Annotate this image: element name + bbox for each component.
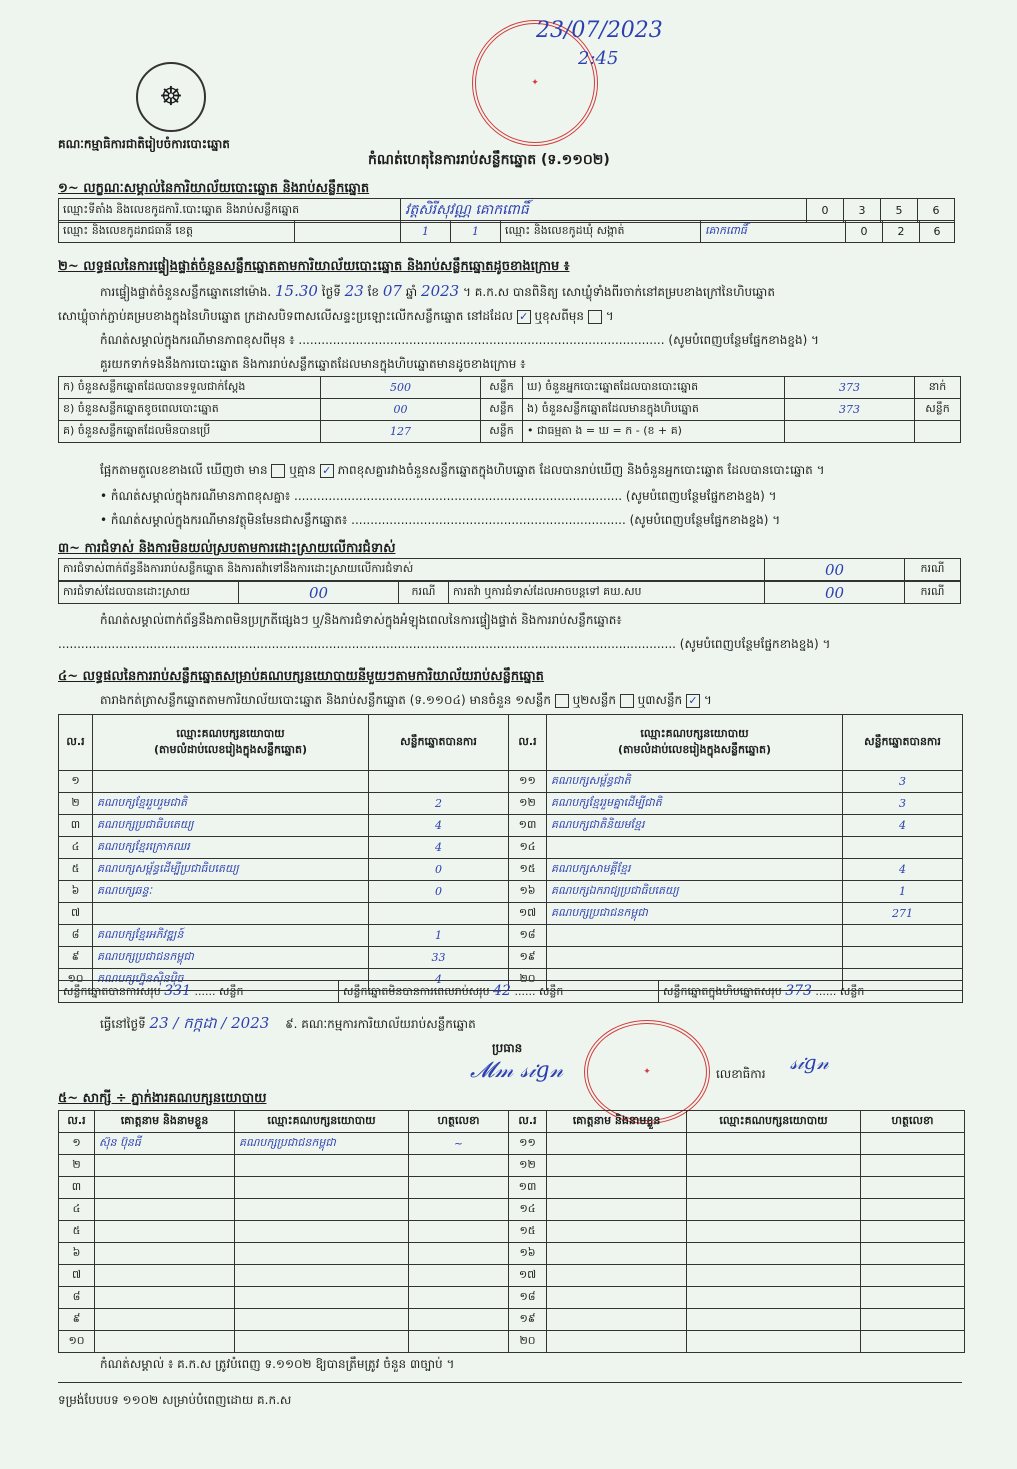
witness-party	[687, 1221, 861, 1243]
row-no: ១	[59, 771, 93, 793]
witness-name	[95, 1331, 235, 1353]
col-no-left: ល.រ	[59, 715, 93, 771]
table-row	[59, 793, 963, 815]
total-box-cell: សន្លឹកឆ្នោតក្នុងហិបឆ្នោតសរុប 373 ...... សន្លឹក	[659, 981, 963, 1003]
party-votes: 1	[843, 881, 963, 903]
party-votes: 0	[369, 881, 509, 903]
row-no: ១៩	[509, 947, 547, 969]
witness-col-sign-left: ហត្ថលេខា	[409, 1111, 509, 1133]
witness-name	[547, 1243, 687, 1265]
witness-party	[235, 1287, 409, 1309]
witness-name	[95, 1155, 235, 1177]
result-none-checkbox[interactable]: ✓	[320, 464, 334, 478]
year-label: ឆ្នាំ	[405, 285, 418, 299]
chair-label: ប្រធាន	[492, 1041, 523, 1055]
location-code-2: 3	[844, 199, 881, 223]
count-row	[59, 399, 961, 421]
count-right-value: 373	[785, 377, 915, 399]
section5-title: ៥~ សាក្សី ÷ ភ្នាក់ងារគណបក្សនយោបាយ	[58, 1091, 267, 1106]
witness-party	[687, 1309, 861, 1331]
table-row	[59, 1331, 965, 1353]
row-no: ៧	[59, 903, 93, 925]
count-right-label: • ជាធម្មតា ង = ឃ = ក - (ខ + គ)	[523, 421, 785, 443]
note-line: កំណត់សម្គាល់ក្នុងករណីមានភាពខុសពីមុន ៖ ................................................................................................ (សូមបំពេញបន្ថែមផ្នែកខាងខ្នង) ។	[100, 333, 819, 347]
row-no: ៣	[59, 815, 93, 837]
stamp-time: 2:45	[578, 48, 619, 69]
result-text: ផ្អែកតាមតួលេខខាងលើ ឃើញថា មាន	[100, 463, 268, 477]
secretary-label: លេខាធិការ	[716, 1067, 766, 1081]
witness-party	[687, 1265, 861, 1287]
objection-table-row2	[58, 581, 961, 604]
seal-line: សោឃ្លុំចាក់ភ្ជាប់គម្របខាងក្នុងនៃហិបឆ្នោត ក្រដាសបិទពាសលើសន្ទះប្រឡោះលើកសន្លឹកឆ្នោត នៅដដែល ✓ ឬខុសពីមុន ។	[58, 309, 614, 323]
witness-name	[547, 1199, 687, 1221]
witness-sign	[861, 1243, 965, 1265]
footer-divider	[58, 1382, 962, 1383]
witness-name	[547, 1133, 687, 1155]
table-row	[59, 815, 963, 837]
section4-title: ៤~ លទ្ធផលនៃការរាប់សន្លឹកឆ្នោតសម្រាប់គណបក្សនយោបាយនីមួយៗតាមការិយាល័យរាប់សន្លឹកឆ្នោត	[58, 669, 544, 684]
col-party-right: ឈ្មោះគណបក្សនយោបាយ (តាមលំដាប់លេខរៀងក្នុងសន្លឹកឆ្នោត)	[547, 715, 843, 771]
opt3-label: ឬ៣សន្លឹក	[637, 693, 683, 707]
date-line	[100, 1014, 476, 1036]
witness-col-party-left: ឈ្មោះគណបក្សនយោបាយ	[235, 1111, 409, 1133]
section4-subtitle-line: តារាងកត់ត្រាសន្លឹកឆ្នោតតាមការិយាល័យបោះឆ្នោត និងរាប់សន្លឹកឆ្នោត (ទ.១១០៤) មានចំនួន ១សន្លឹក ឬ២សន្លឹក ឬ៣សន្លឹក ✓ ។	[100, 693, 712, 707]
party-votes: 271	[843, 903, 963, 925]
witness-name	[95, 1177, 235, 1199]
location-code-4: 6	[918, 199, 955, 223]
witness-name	[547, 1177, 687, 1199]
witness-sign	[409, 1177, 509, 1199]
time-value: 15.30	[275, 282, 318, 300]
province-label: ឈ្មោះ និងលេខកូដរាជធានី ខេត្ត	[59, 221, 295, 243]
table-row	[59, 1243, 965, 1265]
witness-name	[95, 1221, 235, 1243]
three-sheet-checkbox[interactable]: ✓	[686, 694, 700, 708]
time-text: ការផ្ទៀងផ្ទាត់ចំនួនសន្លឹកឆ្នោតនៅម៉ោង.	[100, 285, 272, 299]
table-row	[59, 1199, 965, 1221]
count-left-unit: សន្លឹក	[481, 421, 523, 443]
witness-party	[235, 1309, 409, 1331]
row-no: ២	[59, 793, 93, 815]
ballot-count-table	[58, 376, 961, 443]
col-valid-right: សន្លឹកឆ្នោតបានការ	[843, 715, 963, 771]
section3-note-suffix: (សូមបំពេញបន្ថែមផ្នែកខាងខ្នង) ។	[679, 637, 831, 651]
section3-note-line: .................................................................................................................................................................. (សូមបំពេញបន្ថែមផ្នែកខាងខ្នង) ។	[58, 637, 831, 651]
party-name: គណបក្សសាមគ្គីខ្មែរ	[547, 859, 843, 881]
witness-party	[687, 1177, 861, 1199]
witness-sign	[861, 1177, 965, 1199]
count-right-label: ង) ចំនួនសន្លឹកឆ្នោតដែលមានក្នុងហិបឆ្នោត	[523, 399, 785, 421]
row-no: ១០	[59, 1331, 95, 1353]
witness-col-no-left: ល.រ	[59, 1111, 95, 1133]
resolved-label: ការជំទាស់ដែលបានដោះស្រាយ	[59, 582, 239, 604]
row-no: ៩	[59, 947, 93, 969]
seal-alt-label: ឬខុសពីមុន	[534, 309, 585, 323]
witness-sign	[861, 1265, 965, 1287]
witness-party	[687, 1199, 861, 1221]
row-no: ១៧	[509, 903, 547, 925]
row-no: ១៣	[509, 815, 547, 837]
row-no: ៦	[59, 881, 93, 903]
party-votes: 2	[369, 793, 509, 815]
commune-code-3: 6	[920, 221, 955, 243]
witness-sign	[861, 1309, 965, 1331]
witness-name: ស៊ុន ប៊ុនធី	[95, 1133, 235, 1155]
section3-note: កំណត់សម្គាល់ពាក់ព័ន្ធនឹងភាពមិនប្រក្រតីផ្សេងៗ ឬ/និងការជំទាស់ក្នុងអំឡុងពេលនៃការផ្ទៀងផ្ទាត់ និងការរាប់សន្លឹកឆ្នោត៖	[100, 613, 622, 627]
count-left-value: 127	[321, 421, 481, 443]
form-footer: ទម្រង់បែបបទ ១១០២ សម្រាប់បំពេញដោយ គ.ក.ស	[58, 1393, 292, 1407]
witness-sign	[409, 1309, 509, 1331]
witness-party	[687, 1155, 861, 1177]
committee-label: ៩. គណៈកម្មការការិយាល័យរាប់សន្លឹកឆ្នោត	[285, 1017, 476, 1031]
party-results-table	[58, 714, 963, 991]
party-name: គណបក្សខ្មែរក្រោកឈរ	[93, 837, 369, 859]
witness-sign	[861, 1221, 965, 1243]
row-no: ៥	[59, 859, 93, 881]
party-name	[93, 903, 369, 925]
party-votes: 1	[369, 925, 509, 947]
location-value: វត្តសិរីសុវណ្ណ គោកពោធិ៍	[401, 199, 807, 223]
count-right-unit: នាក់	[915, 377, 961, 399]
row-no: ៥	[59, 1221, 95, 1243]
result-none-label: ឬគ្មាន	[289, 463, 316, 477]
resolved-value: 00	[239, 582, 399, 604]
witness-col-sign-right: ហត្ថលេខា	[861, 1111, 965, 1133]
witness-party	[235, 1243, 409, 1265]
party-name: គណបក្សប្រជាធិបតេយ្យ	[93, 815, 369, 837]
appeal-label: ការតវ៉ា ឬការជំទាស់ដែលអាចបន្តទៅ គឃ.សប	[449, 582, 765, 604]
witness-sign	[861, 1199, 965, 1221]
row-no: ១៨	[509, 1287, 547, 1309]
total-invalid-value: 42	[493, 982, 511, 999]
seal-unchanged-checkbox[interactable]: ✓	[517, 310, 531, 324]
party-votes	[369, 903, 509, 925]
bullet1-suffix: (សូមបំពេញបន្ថែមផ្នែកខាងខ្នង) ។	[625, 489, 777, 503]
section2-title: ២~ លទ្ធផលនៃការផ្ទៀងផ្ទាត់ចំនួនសន្លឹកឆ្នោតតាមការិយាល័យបោះឆ្នោត និងរាប់សន្លឹកឆ្នោតដូចខាងក្រោម ៖	[58, 259, 570, 274]
location-label: ឈ្មោះទីតាំង និងលេខកូដការិ.បោះឆ្នោត និងរាប់សន្លឹកឆ្នោត	[59, 199, 401, 223]
row-no: ១១	[509, 1133, 547, 1155]
section1-title: ១~ លក្ខណៈសម្គាល់នៃការិយាល័យបោះឆ្នោត និងរាប់សន្លឹកឆ្នោត	[58, 181, 370, 196]
date-label: ធ្វើនៅថ្ងៃទី	[100, 1017, 146, 1031]
section2-intro: គួរយកទាក់ទងនឹងការបោះឆ្នោត និងការរាប់សន្លឹកឆ្នោតដែលមានក្នុងហិបឆ្នោតមានដូចខាងក្រោម ៖	[100, 357, 526, 371]
count-row	[59, 377, 961, 399]
total-box-value: 373	[785, 982, 812, 999]
witness-sign	[861, 1155, 965, 1177]
witness-sign	[409, 1243, 509, 1265]
witness-name	[95, 1265, 235, 1287]
witness-party: គណបក្សប្រជាជនកម្ពុជា	[235, 1133, 409, 1155]
witness-col-party-right: ឈ្មោះគណបក្សនយោបាយ	[687, 1111, 861, 1133]
seal-changed-checkbox[interactable]	[588, 310, 602, 324]
witness-party	[235, 1331, 409, 1353]
province-code-1: 1	[401, 221, 451, 243]
row-no: ១៨	[509, 925, 547, 947]
row-no: ៤	[59, 1199, 95, 1221]
count-left-label: ក) ចំនួនសន្លឹកឆ្នោតដែលបានទទួលជាក់ស្តែង	[59, 377, 321, 399]
verification-time-line	[100, 282, 775, 302]
witness-party	[235, 1155, 409, 1177]
committee-stamp: ✦	[584, 1020, 710, 1124]
witness-name	[547, 1155, 687, 1177]
time-rest: ។ គ.ក.ស បានពិនិត្យ សោឃ្លុំទាំងពីរចាក់នៅគម្របខាងក្រៅនៃហិបឆ្នោត	[463, 285, 775, 299]
party-name: គណបក្សសម្ព័ន្ធដើម្បីប្រជាធិបតេយ្យ	[93, 859, 369, 881]
witness-party	[235, 1265, 409, 1287]
table-row	[59, 1155, 965, 1177]
party-name	[547, 837, 843, 859]
total-invalid-cell: សន្លឹកឆ្នោតមិនបានការពេលរាប់សរុប 42 ...... សន្លឹក	[339, 981, 659, 1003]
witness-sign	[409, 1331, 509, 1353]
party-votes: 0	[369, 859, 509, 881]
result-has-checkbox[interactable]	[271, 464, 285, 478]
witness-party	[687, 1133, 861, 1155]
row-no: ២០	[509, 1331, 547, 1353]
party-votes: 4	[369, 837, 509, 859]
witness-sign	[409, 1155, 509, 1177]
witness-sign	[409, 1287, 509, 1309]
witness-name	[547, 1331, 687, 1353]
row-no: ១៤	[509, 837, 547, 859]
month-label: ខែ	[367, 285, 380, 299]
row-no: ១៥	[509, 859, 547, 881]
objection-unit: ករណី	[905, 559, 961, 581]
committee-name: គណៈកម្មាធិការជាតិរៀបចំការបោះឆ្នោត	[58, 137, 230, 151]
resolved-unit: ករណី	[399, 582, 449, 604]
table-row	[59, 1309, 965, 1331]
bullet1-line: • កំណត់សម្គាល់ក្នុងករណីមានភាពខុសគ្នា៖ ...................................................................................... (សូមបំពេញបន្ថែមផ្នែកខាងខ្នង) ។	[100, 489, 777, 503]
count-right-label: ឃ) ចំនួនអ្នកបោះឆ្នោតដែលបានបោះឆ្នោត	[523, 377, 785, 399]
nec-logo: ☸	[136, 62, 206, 132]
witness-party	[687, 1243, 861, 1265]
appeal-value: 00	[765, 582, 905, 604]
witness-sign	[861, 1287, 965, 1309]
row-no: ៦	[59, 1243, 95, 1265]
count-left-unit: សន្លឹក	[481, 399, 523, 421]
opt2-label: ឬ២សន្លឹក	[572, 693, 616, 707]
count-right-unit: សន្លឹក	[915, 399, 961, 421]
party-name: គណបក្សឯករាជ្យប្រជាធិបតេយ្យ	[547, 881, 843, 903]
party-votes: 3	[843, 793, 963, 815]
official-stamp: ✦	[472, 20, 598, 146]
seal-text: សោឃ្លុំចាក់ភ្ជាប់គម្របខាងក្នុងនៃហិបឆ្នោត ក្រដាសបិទពាសលើសន្ទះប្រឡោះលើកសន្លឹកឆ្នោត នៅដដែល	[58, 309, 513, 323]
row-no: ១៦	[509, 1243, 547, 1265]
objection-value: 00	[765, 559, 905, 581]
party-name: គណបក្សហ្វ៊ុនស៊ិនប៉ិច	[93, 969, 369, 991]
row-no: ១	[59, 1133, 95, 1155]
col-party-left: ឈ្មោះគណបក្សនយោបាយ (តាមលំដាប់លេខរៀងក្នុងសន្លឹកឆ្នោត)	[93, 715, 369, 771]
table-row	[59, 903, 963, 925]
two-sheet-checkbox[interactable]	[620, 694, 634, 708]
party-votes: 4	[369, 969, 509, 991]
commune-value: គោកពោធិ៍	[701, 221, 846, 243]
count-row	[59, 421, 961, 443]
totals-table	[58, 980, 963, 1003]
chair-signature: 𝓜𝓂 𝓈𝒾𝑔𝓃	[470, 1058, 564, 1083]
row-no: ២០	[509, 969, 547, 991]
day-label: ថ្ងៃទី	[321, 285, 341, 299]
party-votes: 4	[369, 815, 509, 837]
row-no: ១២	[509, 793, 547, 815]
year-value: 2023	[421, 282, 460, 300]
witness-name	[547, 1287, 687, 1309]
row-no: ៤	[59, 837, 93, 859]
count-right-value: 373	[785, 399, 915, 421]
witness-col-name-right: គោត្តនាម និងនាមខ្លួន	[547, 1111, 687, 1133]
witness-col-name-left: គោត្តនាម និងនាមខ្លួន	[95, 1111, 235, 1133]
witness-col-no-right: ល.រ	[509, 1111, 547, 1133]
witness-name	[95, 1199, 235, 1221]
col-no-right: ល.រ	[509, 715, 547, 771]
location-code-1: 0	[807, 199, 844, 223]
party-votes: 4	[843, 859, 963, 881]
witness-name	[547, 1265, 687, 1287]
party-votes	[843, 837, 963, 859]
witness-name	[547, 1309, 687, 1331]
section1-table-row2	[58, 220, 955, 243]
month-value: 07	[382, 282, 402, 300]
secretary-signature: 𝓈𝒾𝑔𝓃	[790, 1050, 829, 1074]
count-left-label: ខ) ចំនួនសន្លឹកឆ្នោតខូចពេលបោះឆ្នោត	[59, 399, 321, 421]
one-sheet-checkbox[interactable]	[555, 694, 569, 708]
commune-code-1: 0	[846, 221, 883, 243]
witness-name	[547, 1221, 687, 1243]
party-votes: 33	[369, 947, 509, 969]
party-name: គណបក្សខ្មែររួមគ្នាដើម្បីជាតិ	[547, 793, 843, 815]
row-no: ១០	[59, 969, 93, 991]
row-no: ១៧	[509, 1265, 547, 1287]
row-no: ២	[59, 1155, 95, 1177]
commune-code-2: 2	[883, 221, 920, 243]
row-no: ១៩	[509, 1309, 547, 1331]
witness-name	[95, 1287, 235, 1309]
bullet2-suffix: (សូមបំពេញបន្ថែមផ្នែកខាងខ្នង) ។	[629, 513, 781, 527]
witness-name	[95, 1243, 235, 1265]
row-no: ៨	[59, 1287, 95, 1309]
section3-title: ៣~ ការជំទាស់ និងការមិនយល់ស្របតាមការដោះស្រាយលើការជំទាស់	[58, 541, 396, 556]
witness-sign: ~	[409, 1133, 509, 1155]
witness-sign	[409, 1221, 509, 1243]
party-name: គណបក្សសម្ព័ន្ធជាតិ	[547, 771, 843, 793]
party-name: គណបក្សខ្មែររួបរួមជាតិ	[93, 793, 369, 815]
party-name: គណបក្សប្រជាជនកម្ពុជា	[93, 947, 369, 969]
witness-table	[58, 1110, 965, 1353]
witness-name	[95, 1309, 235, 1331]
objection-table	[58, 558, 961, 581]
party-name	[547, 947, 843, 969]
row-no: ១២	[509, 1155, 547, 1177]
row-no: ១៤	[509, 1199, 547, 1221]
bullet2-line: • កំណត់សម្គាល់ក្នុងករណីមានវត្ថុមិនមែនជាសន្លឹកឆ្នោត៖ ........................................................................ (សូមបំពេញបន្ថែមផ្នែកខាងខ្នង) ។	[100, 513, 781, 527]
party-votes	[369, 771, 509, 793]
row-no: ១៦	[509, 881, 547, 903]
result-line	[100, 462, 825, 480]
witness-party	[235, 1199, 409, 1221]
table-row	[59, 947, 963, 969]
bullet2: • កំណត់សម្គាល់ក្នុងករណីមានវត្ថុមិនមែនជាសន្លឹកឆ្នោត៖	[100, 513, 348, 527]
party-votes: 4	[843, 815, 963, 837]
row-no: ១៥	[509, 1221, 547, 1243]
table-row	[59, 925, 963, 947]
party-name: គណបក្សជាតិនិយមខ្មែរ	[547, 815, 843, 837]
table-row	[59, 771, 963, 793]
day-value: 23	[344, 282, 364, 300]
note-label: កំណត់សម្គាល់ក្នុងករណីមានភាពខុសពីមុន ៖	[100, 333, 295, 347]
party-name: គណបក្សខ្មែរអភិវឌ្ឍន៍	[93, 925, 369, 947]
witness-sign	[409, 1199, 509, 1221]
table-row	[59, 1177, 965, 1199]
table-row	[59, 1287, 965, 1309]
result-rest: ភាពខុសគ្នារវាងចំនួនសន្លឹកឆ្នោតក្នុងហិបឆ្នោត ដែលបានរាប់ឃើញ និងចំនួនអ្នកបោះឆ្នោត ដែលបានបោះឆ្នោត ។	[337, 463, 825, 477]
stamp-date: 23/07/2023	[536, 18, 663, 43]
witness-sign	[861, 1331, 965, 1353]
witness-sign	[409, 1265, 509, 1287]
table-row	[59, 1221, 965, 1243]
form-title: កំណត់ហេតុនៃការរាប់សន្លឹកឆ្នោត (ទ.១១០២)	[368, 152, 610, 168]
count-right-unit	[915, 421, 961, 443]
objection-label: ការជំទាស់ពាក់ព័ន្ធនឹងការរាប់សន្លឹកឆ្នោត និងការតវ៉ាទៅនឹងការដោះស្រាយលើការជំទាស់	[59, 559, 765, 581]
row-no: ៧	[59, 1265, 95, 1287]
party-votes: 3	[843, 771, 963, 793]
table-row	[59, 1133, 965, 1155]
table-row	[59, 881, 963, 903]
table-row	[59, 859, 963, 881]
note-suffix: (សូមបំពេញបន្ថែមផ្នែកខាងខ្នង) ។	[668, 333, 819, 347]
count-left-unit: សន្លឹក	[481, 377, 523, 399]
total-valid-value: 331	[164, 982, 191, 999]
witness-party	[235, 1177, 409, 1199]
appeal-unit: ករណី	[905, 582, 961, 604]
table-row	[59, 1265, 965, 1287]
bullet1: • កំណត់សម្គាល់ក្នុងករណីមានភាពខុសគ្នា៖	[100, 489, 291, 503]
location-code-3: 5	[881, 199, 918, 223]
row-no: ៨	[59, 925, 93, 947]
commune-label: ឈ្មោះ និងលេខកូដឃុំ សង្កាត់	[501, 221, 701, 243]
table-row	[59, 837, 963, 859]
count-right-value	[785, 421, 915, 443]
party-name: គណបក្សឆន្ទៈ	[93, 881, 369, 903]
count-left-value: 500	[321, 377, 481, 399]
party-votes	[843, 925, 963, 947]
witness-party	[687, 1287, 861, 1309]
party-name	[547, 925, 843, 947]
row-no: ៣	[59, 1177, 95, 1199]
row-no: ៩	[59, 1309, 95, 1331]
total-valid-cell: សន្លឹកឆ្នោតបានការសរុប 331 ...... សន្លឹក	[59, 981, 339, 1003]
witness-sign	[861, 1133, 965, 1155]
col-valid-left: សន្លឹកឆ្នោតបានការ	[369, 715, 509, 771]
province-value	[295, 221, 401, 243]
section5-note: កំណត់សម្គាល់ ៖ គ.ក.ស ត្រូវបំពេញ ទ.១១០២ ឱ្យបានត្រឹមត្រូវ ចំនួន ៣ច្បាប់ ។	[100, 1357, 455, 1371]
section4-subtitle: តារាងកត់ត្រាសន្លឹកឆ្នោតតាមការិយាល័យបោះឆ្នោត និងរាប់សន្លឹកឆ្នោត (ទ.១១០៤) មានចំនួន ១សន្លឹក	[100, 693, 551, 707]
province-code-2: 1	[451, 221, 501, 243]
row-no: ១៣	[509, 1177, 547, 1199]
count-left-value: 00	[321, 399, 481, 421]
row-no: ១១	[509, 771, 547, 793]
witness-party	[235, 1221, 409, 1243]
party-name: គណបក្សប្រជាជនកម្ពុជា	[547, 903, 843, 925]
party-name	[93, 771, 369, 793]
date-value: 23 / កក្កដា / 2023	[149, 1014, 270, 1032]
witness-party	[687, 1331, 861, 1353]
party-votes	[843, 947, 963, 969]
count-left-label: គ) ចំនួនសន្លឹកឆ្នោតដែលមិនបានប្រើ	[59, 421, 321, 443]
